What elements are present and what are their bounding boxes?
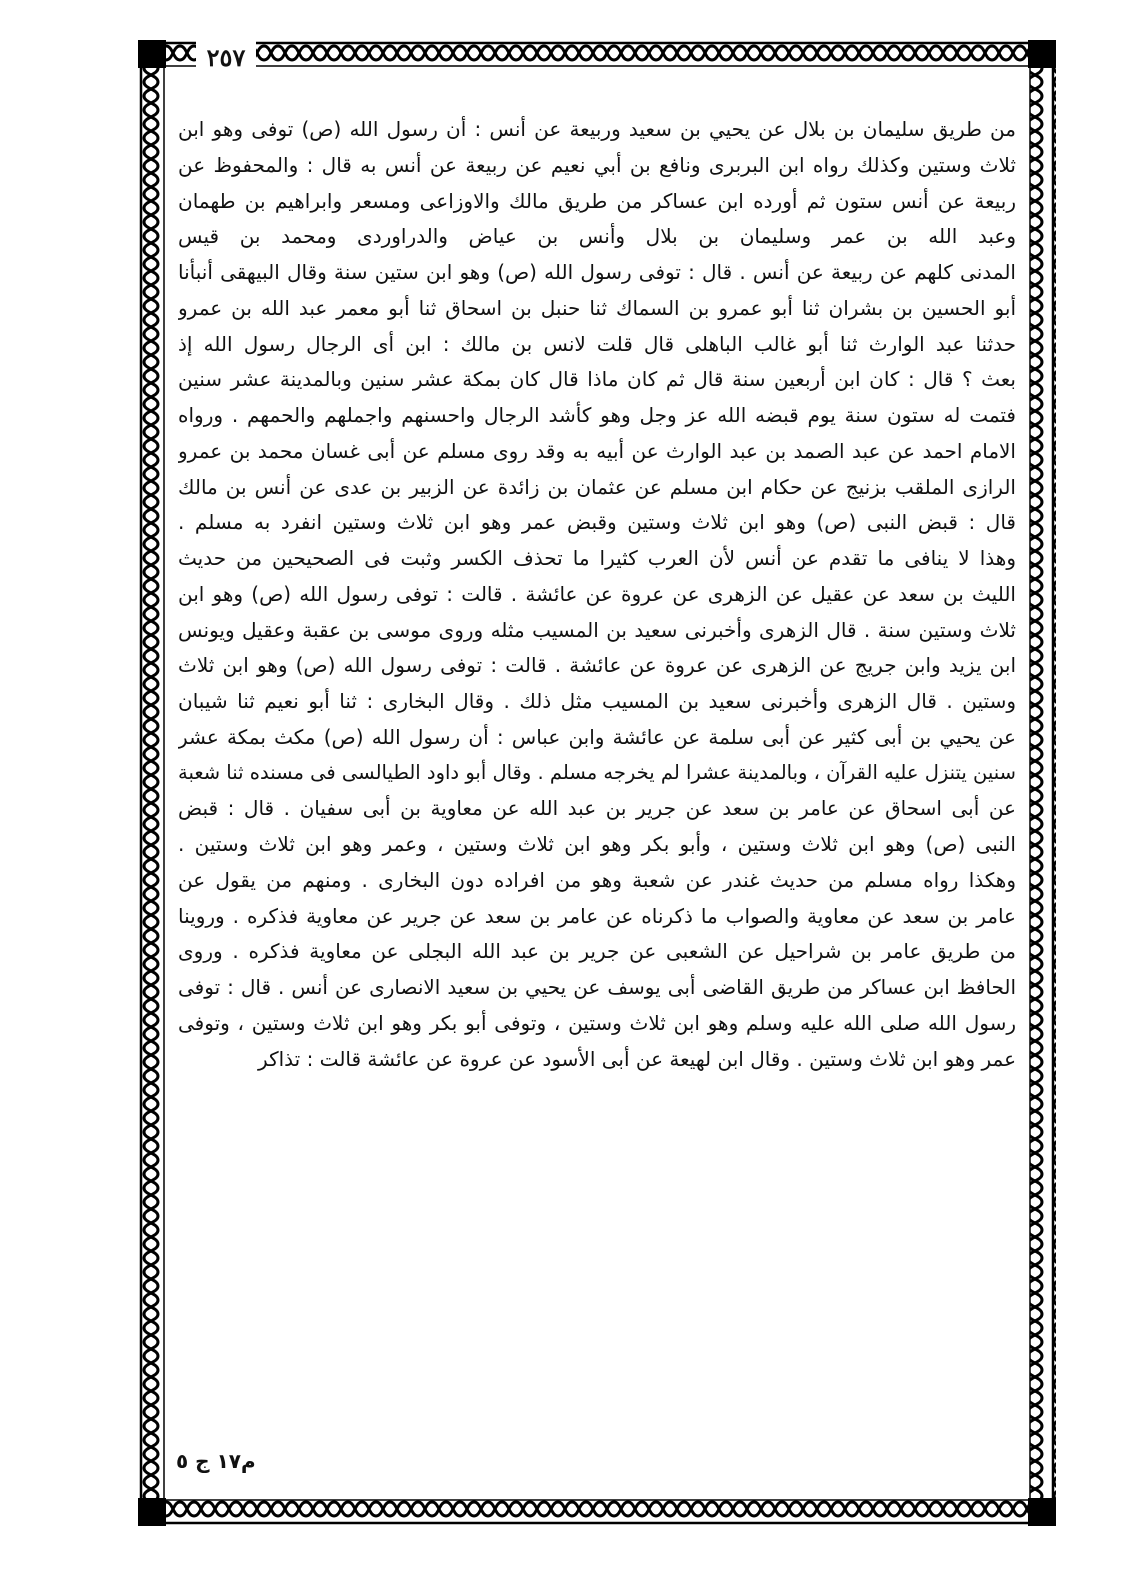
text-line: من طريق سليمان بن بلال عن يحيي بن سعيد وربيعة عن أنس : أن رسول الله (ص) توفى وهو ابن	[178, 117, 1016, 141]
text-line: فتمت له ستون سنة يوم قبضه الله عز وجل وهو كأشد الرجال واحسنهم واجملهم والحمهم . ورواه	[178, 403, 1016, 427]
text-line: ابن يزيد وابن جريج عن الزهرى عن عروة عن عائشة . قالت : توفى رسول الله (ص) وهو ابن ثلاث	[178, 653, 1016, 678]
text-line: حدثنا عبد الوارث ثنا أبو غالب الباهلى قال قلت لانس بن مالك : ابن أى الرجال رسول الله إذ	[178, 331, 1016, 356]
text-line: وستين . قال الزهرى وأخبرنى سعيد بن المسيب مثل ذلك . وقال البخارى : ثنا أبو نعيم ثنا شيبان	[178, 689, 1016, 713]
text-line: النبى (ص) وهو ابن ثلاث وستين ، وأبو بكر وهو ابن ثلاث وستين ، وعمر وهو ابن ثلاث وستين .	[178, 832, 1016, 856]
text-line: قال : قبض النبى (ص) وهو ابن ثلاث وستين وقبض عمر وهو ابن ثلاث وستين انفرد به مسلم .	[178, 510, 1016, 535]
text-line: وعبد الله بن عمر وسليمان بن بلال وأنس بن عياض والدراوردى ومحمد بن قيس	[178, 224, 1016, 249]
text-line: الحافظ ابن عساكر من طريق القاضى أبى يوسف عن يحيي بن سعيد الانصارى عن أنس . قال : توفى	[178, 975, 1016, 999]
text-line: عامر بن سعد عن معاوية والصواب ما ذكرناه عن عامر بن سعد عن جرير عن معاوية فذكره . وروينا	[178, 903, 1016, 928]
body-text	[178, 112, 1016, 1452]
text-line: ربيعة عن أنس ستون ثم أورده ابن عساكر من طريق مالك والاوزاعى ومسعر وابراهيم بن طهمان	[178, 188, 1016, 213]
text-line: سنين يتنزل عليه القرآن ، وبالمدينة عشرا لم يخرجه مسلم . وقال أبو داود الطيالسى فى مسنده ثنا شعبة	[178, 760, 1016, 784]
text-line: ثلاث وستين وكذلك رواه ابن البربرى ونافع بن أبي نعيم عن ربيعة عن أنس به قال : والمحفوظ عن	[178, 152, 1016, 177]
text-line: عن أبى اسحاق عن عامر بن سعد عن جرير بن عبد الله عن معاوية بن أبى سفيان . قال : قبض	[178, 796, 1016, 821]
text-line: عن يحيي بن أبى كثير عن أبى سلمة عن عائشة وابن عباس : أن رسول الله (ص) مكث بمكة عشر	[178, 724, 1016, 749]
text-line: الرازى الملقب بزنيج عن حكام ابن مسلم عن عثمان بن زائدة عن الزبير بن عدى عن أنس بن مالك	[178, 474, 1016, 499]
text-line: عمر وهو ابن ثلاث وستين . وقال ابن لهيعة عن أبى الأسود عن عروة عن عائشة قالت : تذاكر	[258, 1046, 1016, 1071]
text-line: الليث بن سعد عن عقيل عن الزهرى عن عروة عن عائشة . قالت : توفى رسول الله (ص) وهو ابن	[178, 581, 1016, 606]
text-line: ثلاث وستين سنة . قال الزهرى وأخبرنى سعيد بن المسيب مثله وروى موسى بن عقبة وعقيل ويونس	[178, 617, 1016, 642]
text-line: وهذا لا ينافى ما تقدم عن أنس لأن العرب كثيرا ما تحذف الكسر وثبت فى الصحيحين من حديث	[178, 546, 1016, 570]
text-line: أبو الحسين بن بشران ثنا أبو عمرو بن السماك ثنا حنبل بن اسحاق ثنا أبو معمر عبد الله بن عمرو	[178, 295, 1016, 320]
text-line: رسول الله صلى الله عليه وسلم وهو ابن ثلاث وستين ، وتوفى أبو بكر وهو ابن ثلاث وستين ، وتوفى	[178, 1010, 1016, 1035]
text-line: وهكذا رواه مسلم من حديث غندر عن شعبة وهو من افراده دون البخارى . ومنهم من يقول عن	[178, 867, 1016, 892]
text-line: المدنى كلهم عن ربيعة عن أنس . قال : توفى رسول الله (ص) وهو ابن ستين سنة وقال البيهقى أنبأنا	[178, 260, 1016, 284]
text-line: بعث ؟ قال : كان ابن أربعين سنة قال ثم كان ماذا قال كان بمكة عشر سنين وبالمدينة عشر سنين	[178, 367, 1016, 392]
text-line: من طريق عامر بن شراحيل عن الشعبى عن جرير بن عبد الله البجلى عن معاوية فذكره . وروى	[178, 939, 1016, 964]
printer-signature: م١٧ ج ٥	[176, 1449, 256, 1473]
page-number: ٢٥٧	[196, 40, 256, 76]
text-line: الامام احمد عن عبد الصمد بن عبد الوارث عن أبيه به وقد روى مسلم عن أبى غسان محمد بن عمرو	[178, 438, 1016, 463]
